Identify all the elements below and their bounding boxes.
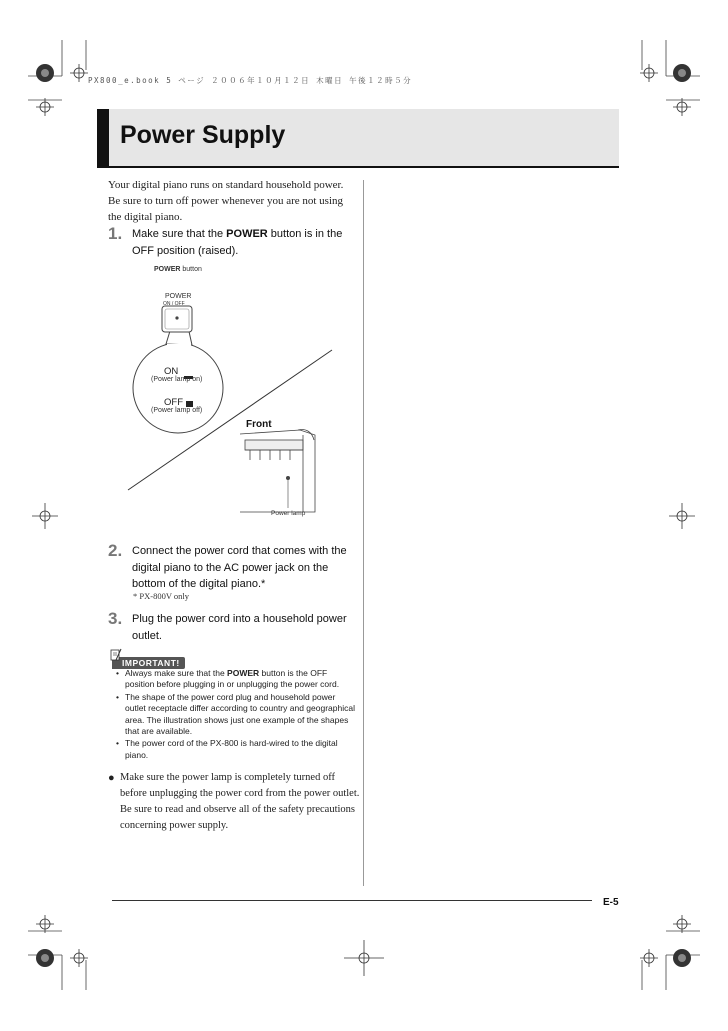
column-divider — [363, 180, 364, 886]
page-number: E-5 — [603, 897, 619, 908]
on-sub-label: (Power lamp on) — [151, 376, 203, 383]
step-3-number: 3. — [108, 609, 123, 628]
important-item: • Always make sure that the POWER button is the OFF position before plugging in or unplugging the power cord. — [116, 668, 340, 690]
important-item: • The power cord of the PX-800 is hard-wired to the digital piano. — [116, 738, 338, 760]
power-keyword: POWER — [226, 228, 268, 240]
file-info-header: PX800_e.book 5 ページ ２００６年１０月１２日 木曜日 午後１２時５分 — [88, 76, 413, 85]
step-1-text: Make sure that the POWER button is in the OFF position (raised). — [132, 228, 343, 257]
important-list — [113, 668, 358, 762]
step-3-text: Plug the power cord into a household power outlet. — [132, 613, 347, 642]
on-label: ON — [164, 366, 179, 377]
final-note-text: Make sure the power lamp is completely turned off before unplugging the power cord from the power outlet. Be sure to read and observe all of the safety precautions concerning power supply. — [120, 772, 360, 831]
step-2-number: 2. — [108, 541, 123, 560]
pencil-note-icon — [110, 648, 122, 662]
title-rule — [97, 166, 619, 168]
off-label: OFF — [164, 397, 183, 408]
footer-rule — [112, 900, 592, 901]
power-button-caption: POWER button — [154, 266, 202, 273]
button-power-label: POWER — [165, 293, 192, 300]
off-sub-label: (Power lamp off) — [151, 407, 203, 414]
step-1-number: 1. — [108, 224, 123, 243]
button-onoff-label: ON / OFF — [163, 301, 185, 307]
title-accent — [97, 109, 109, 166]
intro-paragraph: Your digital piano runs on standard household power. Be sure to turn off power whenever you are not using the digital piano. — [108, 179, 344, 223]
important-item: • The shape of the power cord plug and household power outlet receptacle differ according to country and geographical area. The illustration shows just one example of the shapes that are available. — [116, 691, 355, 737]
final-note — [108, 770, 360, 834]
page-title: Power Supply — [120, 121, 286, 149]
step-2-note: * PX-800V only — [133, 591, 190, 601]
important-label: IMPORTANT! — [112, 657, 185, 669]
bullet-icon: ● — [108, 772, 115, 784]
power-button-illustration — [100, 250, 360, 520]
front-label: Front — [246, 419, 272, 430]
power-lamp-label: Power lamp — [271, 510, 306, 517]
step-2-text: Connect the power cord that comes with the digital piano to the AC power jack on the bottom of the digital piano.* — [132, 545, 347, 590]
